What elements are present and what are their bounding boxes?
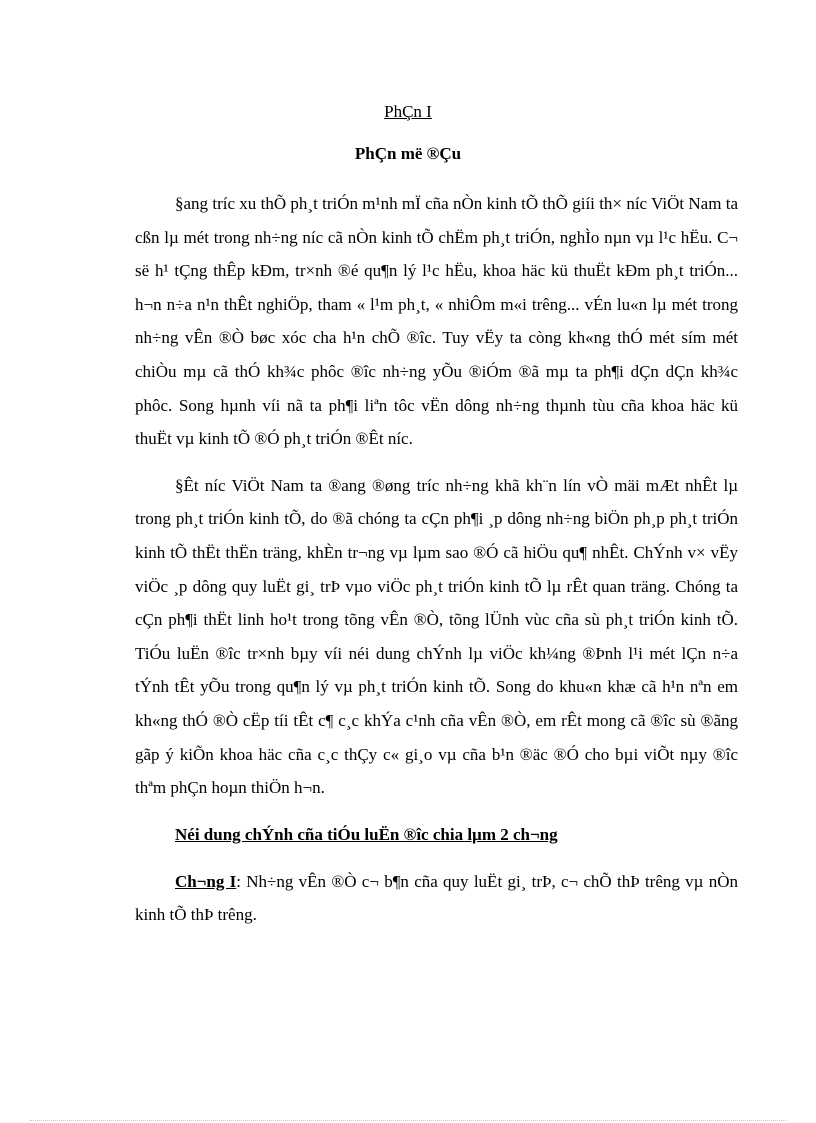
content-heading: Néi dung chÝnh cña tiÓu luËn ®îc chia lµm 2 ch¬ng [175, 824, 558, 844]
chapter-1-paragraph [135, 865, 738, 932]
page-bottom-divider [30, 1120, 786, 1121]
intro-paragraph-1: §ang tríc xu thÕ ph¸t triÓn m¹nh mÏ cña nÒn kinh tÕ thÕ giíi th× níc ViÖt Nam ta cßn lµ mét trong nh÷ng níc cã nÒn kinh tÕ chËm ph¸t triÓn, nghÌo nµn vµ l¹c hËu. C¬ së h¹ tÇng thÊp kÐm, tr×nh ®é qu¶n lý l¹c hËu, khoa häc kü thuËt kÐm ph¸t triÓn... h¬n n÷a n¹n thÊt nghiÖp, tham « l¹m ph¸t, « nhiÔm m«i trêng... vÉn lu«n lµ mét trong nh÷ng vÊn ®Ò bøc xóc cha h¹n chÕ ®îc. Tuy vËy ta còng kh«ng thÓ mét sím mét chiÒu mµ cã thÓ kh¾c phôc ®îc nh÷ng yÕu ®iÓm ®ã mµ ta ph¶i dÇn dÇn kh¾c phôc. Song hµnh víi nã ta ph¶i liªn tôc vËn dông nh÷ng thµnh tùu cña khoa häc kü thuËt vµ kinh tÕ ®Ó ph¸t triÓn ®Êt níc. [135, 194, 738, 449]
part-title: PhÇn I [384, 102, 432, 121]
section-title: PhÇn më ®Çu [354, 144, 462, 163]
chapter-1-label: Ch¬ng I [175, 871, 237, 891]
intro-paragraph-2: §Êt níc ViÖt Nam ta ®ang ®øng tríc nh÷ng khã kh¨n lín vÒ mäi mÆt nhÊt lµ trong ph¸t triÓn kinh tÕ, do ®ã chóng ta cÇn ph¶i ¸p dông nh÷ng biÖn ph¸p ph¸t triÓn kinh tÕ thËt thËn träng, khÈn tr¬ng vµ lµm sao ®Ó cã hiÖu qu¶ nhÊt. ChÝnh v× vËy viÖc ¸p dông quy luËt gi¸ trÞ vµo viÖc ph¸t triÓn kinh tÕ lµ rÊt quan träng. Chóng ta cÇn ph¶i thËt linh ho¹t trong tõng vÊn ®Ò, tõng lÜnh vùc cña sù ph¸t triÓn kinh tÕ. TiÓu luËn ®îc tr×nh bµy víi néi dung chÝnh lµ viÖc kh¼ng ®Þnh l¹i mét lÇn n÷a tÝnh tÊt yÕu trong qu¶n lý vµ ph¸t triÓn kinh tÕ. Song do khu«n khæ cã h¹n nªn em kh«ng thÓ ®Ò cËp tíi tÊt c¶ c¸c khÝa c¹nh cña vÊn ®Ò, em rÊt mong cã ®îc sù ®ãng gãp ý kiÕn khoa häc cña c¸c thÇy c« gi¸o vµ cña b¹n ®äc ®Ó cho bµi viÕt nµy ®îc thªm phÇn hoµn thiÖn h¬n. [135, 475, 738, 798]
document-body [135, 187, 738, 945]
chapter-1-text: : Nh÷ng vÊn ®Ò c¬ b¶n cña quy luËt gi¸ trÞ, c¬ chÕ thÞ trêng vµ nÒn kinh tÕ thÞ trêng. [135, 871, 738, 925]
